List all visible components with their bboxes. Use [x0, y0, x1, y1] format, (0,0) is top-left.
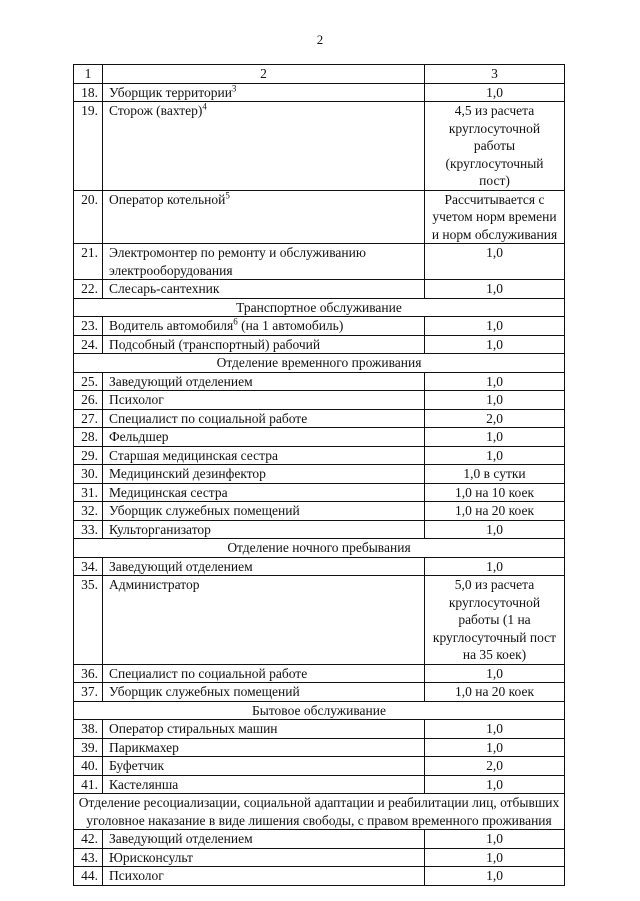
table-row	[74, 557, 565, 576]
staff-norm: 1,0	[425, 428, 565, 447]
table-row	[74, 738, 565, 757]
table-row	[74, 428, 565, 447]
position-cell	[103, 830, 425, 849]
page-number: 2	[316, 32, 324, 47]
position-name: Уборщик служебных помещений	[109, 503, 300, 518]
row-number: 37.	[74, 683, 103, 702]
position-cell	[103, 335, 425, 354]
position-name: Сторож (вахтер)	[109, 103, 203, 118]
position-name: Заведующий отделением	[109, 373, 253, 389]
staff-norm: 4,5 из расчета круглосуточной работы (круглосуточный пост)	[425, 102, 565, 191]
position-cell	[103, 502, 425, 521]
table-row	[74, 757, 565, 776]
table-row	[74, 280, 565, 299]
position-cell	[103, 317, 425, 336]
staff-norm: 2,0	[425, 409, 565, 428]
position-name: Уборщик служебных помещений	[109, 684, 300, 699]
row-number: 22.	[74, 280, 103, 299]
position-cell	[103, 409, 425, 428]
row-number: 40.	[74, 757, 103, 776]
staff-norm: 1,0	[425, 317, 565, 336]
position-name: Буфетчик	[109, 758, 165, 773]
table-row	[74, 830, 565, 849]
position-name: Специалист по социальной работе	[109, 665, 308, 681]
table-row	[74, 391, 565, 410]
staff-norm: 1,0	[425, 520, 565, 539]
staff-norm: 1,0	[425, 372, 565, 391]
position-cell	[103, 102, 425, 191]
position-cell	[103, 428, 425, 447]
table-row	[74, 102, 565, 191]
row-number: 35.	[74, 576, 103, 665]
section-title: Бытовое обслуживание	[74, 701, 565, 720]
table-row	[74, 520, 565, 539]
row-number: 24.	[74, 335, 103, 354]
position-name-continued: (на 1 автомобиль)	[237, 318, 344, 333]
position-name: Кастелянша	[109, 776, 179, 792]
column-header-norm: 3	[425, 65, 565, 84]
staff-norm: 1,0	[425, 244, 565, 280]
table-row	[74, 372, 565, 391]
table-row	[74, 83, 565, 102]
position-cell	[103, 483, 425, 502]
section-header-row	[74, 354, 565, 373]
position-name: Специалист по социальной работе	[109, 410, 308, 426]
column-header-position: 2	[103, 65, 425, 84]
position-name: Подсобный (транспортный) рабочий	[109, 336, 321, 352]
table-row	[74, 502, 565, 521]
row-number: 20.	[74, 190, 103, 244]
staff-norm: 1,0	[425, 446, 565, 465]
table-row	[74, 465, 565, 484]
table-row	[74, 483, 565, 502]
row-number: 41.	[74, 775, 103, 794]
position-cell	[103, 391, 425, 410]
table-row	[74, 867, 565, 886]
row-number: 28.	[74, 428, 103, 447]
position-name: Оператор стиральных машин	[109, 721, 278, 736]
row-number: 30.	[74, 465, 103, 484]
position-name: Слесарь-сантехник	[109, 281, 220, 296]
position-cell	[103, 280, 425, 299]
row-number: 18.	[74, 83, 103, 102]
staff-norm: 1,0	[425, 738, 565, 757]
footnote-marker: 5	[225, 190, 230, 200]
footnote-marker: 6	[233, 316, 238, 327]
table-header-row	[74, 65, 565, 84]
staffing-table	[73, 64, 565, 886]
section-header-row	[74, 298, 565, 317]
row-number: 23.	[74, 317, 103, 336]
column-header-number: 1	[74, 65, 103, 84]
position-name: Медицинский дезинфектор	[109, 466, 266, 481]
row-number: 33.	[74, 520, 103, 539]
position-cell	[103, 372, 425, 391]
position-cell	[103, 576, 425, 665]
table-row	[74, 409, 565, 428]
position-name: Юрисконсульт	[109, 849, 193, 865]
position-cell	[103, 83, 425, 102]
position-cell	[103, 683, 425, 702]
position-name: Уборщик территории	[109, 84, 232, 100]
row-number: 38.	[74, 720, 103, 739]
staff-norm: 1,0	[425, 83, 565, 102]
staff-norm: 1,0 на 20 коек	[425, 502, 565, 521]
position-name: Заведующий отделением	[109, 831, 253, 846]
position-cell	[103, 520, 425, 539]
position-name: Парикмахер	[109, 739, 179, 755]
position-name: Старшая медицинская сестра	[109, 447, 278, 463]
row-number: 44.	[74, 867, 103, 886]
section-title: Отделение ресоциализации, социальной адаптации и реабилитации лиц, отбывших уголовное наказание в виде лишения свободы, с правом временного проживания	[74, 794, 565, 830]
table-row	[74, 317, 565, 336]
staff-norm: 1,0 в сутки	[425, 465, 565, 484]
section-header-row	[74, 539, 565, 558]
position-cell	[103, 775, 425, 794]
table-row	[74, 683, 565, 702]
staff-norm: 1,0	[425, 848, 565, 867]
table-row	[74, 775, 565, 794]
position-cell	[103, 190, 425, 244]
section-header-row	[74, 701, 565, 720]
staff-norm: 1,0	[425, 720, 565, 739]
section-header-row	[74, 794, 565, 830]
section-title: Транспортное обслуживание	[74, 298, 565, 317]
position-name: Электромонтер по ремонту и обслуживанию электрооборудования	[109, 245, 366, 278]
staff-norm: 2,0	[425, 757, 565, 776]
position-name: Культорганизатор	[109, 521, 211, 537]
position-cell	[103, 757, 425, 776]
position-cell	[103, 557, 425, 576]
position-name: Заведующий отделением	[109, 558, 253, 574]
table-row	[74, 576, 565, 665]
position-cell	[103, 867, 425, 886]
staff-norm: Рассчитывается с учетом норм времени и норм обслуживания	[425, 190, 565, 244]
position-name: Психолог	[109, 392, 164, 407]
table-row	[74, 848, 565, 867]
position-name: Медицинская сестра	[109, 484, 228, 500]
staff-norm: 1,0	[425, 830, 565, 849]
table-row	[74, 335, 565, 354]
position-name: Администратор	[109, 577, 200, 592]
position-name: Психолог	[109, 868, 164, 883]
position-cell	[103, 720, 425, 739]
staff-norm: 1,0	[425, 335, 565, 354]
table-row	[74, 446, 565, 465]
position-cell	[103, 446, 425, 465]
row-number: 19.	[74, 102, 103, 191]
row-number: 25.	[74, 372, 103, 391]
row-number: 26.	[74, 391, 103, 410]
position-cell	[103, 848, 425, 867]
staff-norm: 5,0 из расчета круглосуточной работы (1 на круглосуточный пост на 35 коек)	[425, 576, 565, 665]
position-cell	[103, 738, 425, 757]
section-title: Отделение ночного пребывания	[74, 539, 565, 558]
staffing-table-body	[74, 65, 565, 886]
position-cell	[103, 664, 425, 683]
section-title: Отделение временного проживания	[74, 354, 565, 373]
row-number: 39.	[74, 738, 103, 757]
row-number: 36.	[74, 664, 103, 683]
staff-norm: 1,0 на 10 коек	[425, 483, 565, 502]
position-cell	[103, 465, 425, 484]
position-name: Оператор котельной	[109, 191, 226, 207]
staff-norm: 1,0	[425, 557, 565, 576]
footnote-marker: 3	[231, 83, 237, 93]
table-row	[74, 720, 565, 739]
staff-norm: 1,0	[425, 664, 565, 683]
row-number: 34.	[74, 557, 103, 576]
staff-norm: 1,0 на 20 коек	[425, 683, 565, 702]
table-row	[74, 664, 565, 683]
staff-norm: 1,0	[425, 391, 565, 410]
row-number: 27.	[74, 409, 103, 428]
position-name: Водитель автомобиля	[109, 318, 234, 333]
row-number: 32.	[74, 502, 103, 521]
staff-norm: 1,0	[425, 775, 565, 794]
staff-norm: 1,0	[425, 280, 565, 299]
position-cell	[103, 244, 425, 280]
row-number: 42.	[74, 830, 103, 849]
footnote-marker: 4	[202, 101, 207, 112]
table-row	[74, 244, 565, 280]
staff-norm: 1,0	[425, 867, 565, 886]
table-row	[74, 190, 565, 244]
row-number: 31.	[74, 483, 103, 502]
row-number: 29.	[74, 446, 103, 465]
row-number: 21.	[74, 244, 103, 280]
row-number: 43.	[74, 848, 103, 867]
position-name: Фельдшер	[109, 429, 169, 444]
